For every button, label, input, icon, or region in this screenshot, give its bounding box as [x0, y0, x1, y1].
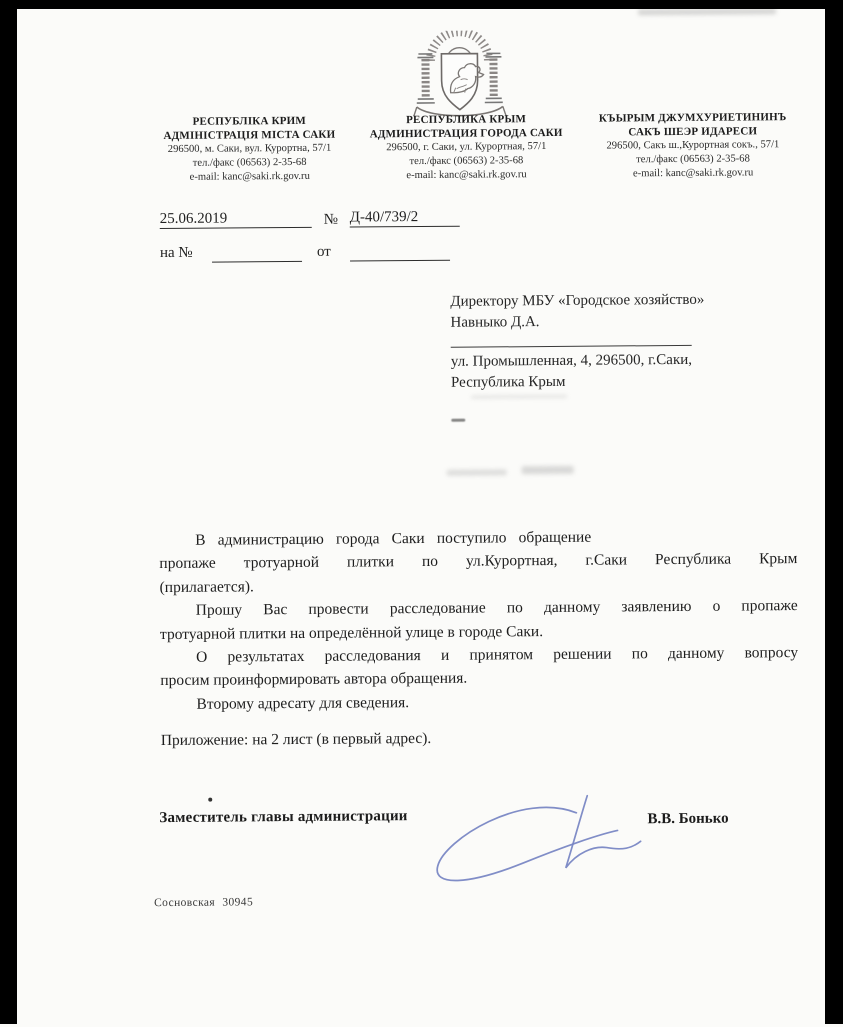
reply-to-number-label: на № — [160, 245, 193, 262]
letter-body — [159, 524, 799, 753]
body-line: (прилагается). — [159, 571, 797, 599]
letterhead — [145, 110, 808, 185]
blank-underline — [212, 244, 302, 263]
org-phone: тел./факс (06563) 2-35-68 — [364, 154, 569, 170]
scan-border-top — [0, 0, 843, 9]
body-line: Второму адресату для сведения. — [160, 688, 798, 716]
signatory-title: Заместитель главы администрации — [159, 808, 407, 827]
letter-number: Д-40/739/2 — [350, 209, 460, 228]
org-email: e-mail: kanc@saki.rk.gov.ru — [145, 170, 354, 186]
scan-border-right — [825, 0, 843, 1024]
addressee-block — [450, 289, 799, 394]
body-line: В администрацию города Саки поступило обращение — [159, 526, 591, 553]
signatory-name: В.В. Бонько — [647, 811, 728, 829]
org-address: 296500, Сакъ ш.,Курортная сокъ., 57/1 — [579, 138, 808, 154]
body-line: Прошу Вас провести расследование по данному заявлению о пропаже — [160, 594, 798, 622]
addressee-name: Навныко Д.А. — [450, 310, 798, 334]
body-line: пропаже тротуарной плитки по ул.Курортная, г.Саки Республика Крым — [159, 547, 797, 575]
org-name-line: АДМІНІСТРАЦІЯ МІСТА САКИ — [145, 128, 354, 144]
org-phone: тел./факс (06563) 2-35-68 — [579, 152, 808, 168]
number-sign-label: № — [324, 212, 338, 229]
addressee-position: Директору МБУ «Городское хозяйство» — [450, 289, 798, 313]
erased-text-smudge — [451, 419, 465, 422]
letter-date: 25.06.2019 — [160, 210, 312, 229]
org-email: e-mail: kanc@saki.rk.gov.ru — [364, 168, 569, 184]
scan-smudge — [638, 8, 776, 15]
org-name-line: КЪЫРЫМ ДЖУМХУРИЕТИНИНЪ — [578, 110, 807, 126]
org-name-line: РЕСПУБЛИКА КРЫМ — [364, 112, 569, 128]
org-name-line: АДМИНИСТРАЦИЯ ГОРОДА САКИ — [364, 126, 569, 142]
addressee-divider-line — [451, 345, 692, 348]
body-line: тротуарной плитки на определённой улице в городе Саки. — [160, 618, 798, 646]
scan-border-left — [0, 0, 17, 1024]
letterhead-column-ukrainian — [145, 114, 354, 186]
addressee-street: ул. Промышленная, 4, 296500, г.Саки, — [451, 349, 799, 373]
reply-from-date-label: от — [317, 244, 331, 261]
letterhead-column-crimean-tatar — [578, 110, 807, 182]
blank-underline — [350, 243, 450, 262]
org-phone: тел./факс (06563) 2-35-68 — [145, 156, 354, 172]
addressee-region: Республика Крым — [451, 370, 799, 394]
org-name-line: САКЪ ШЕЭР ИДАРЕСИ — [579, 124, 808, 140]
erased-text-smudge — [447, 469, 507, 475]
ink-speck — [208, 798, 212, 802]
attachment-note: Приложение: на 2 лист (в первый адрес). — [161, 724, 799, 752]
letterhead-column-russian — [364, 112, 569, 184]
erased-text-smudge — [522, 466, 574, 474]
body-line: просим проинформировать автора обращения. — [160, 664, 798, 692]
erased-text-smudge — [471, 395, 567, 399]
body-line: О результатах расследования и принятом решении по данному вопросу — [160, 641, 798, 669]
org-email: e-mail: kanc@saki.rk.gov.ru — [579, 166, 808, 182]
executor-note: Сосновская 30945 — [154, 896, 253, 909]
org-address: 296500, м. Саки, вул. Курортна, 57/1 — [145, 142, 354, 158]
org-name-line: РЕСПУБЛІКА КРИМ — [145, 114, 354, 130]
org-address: 296500, г. Саки, ул. Курортная, 57/1 — [364, 140, 569, 156]
signature-ink — [426, 790, 642, 897]
